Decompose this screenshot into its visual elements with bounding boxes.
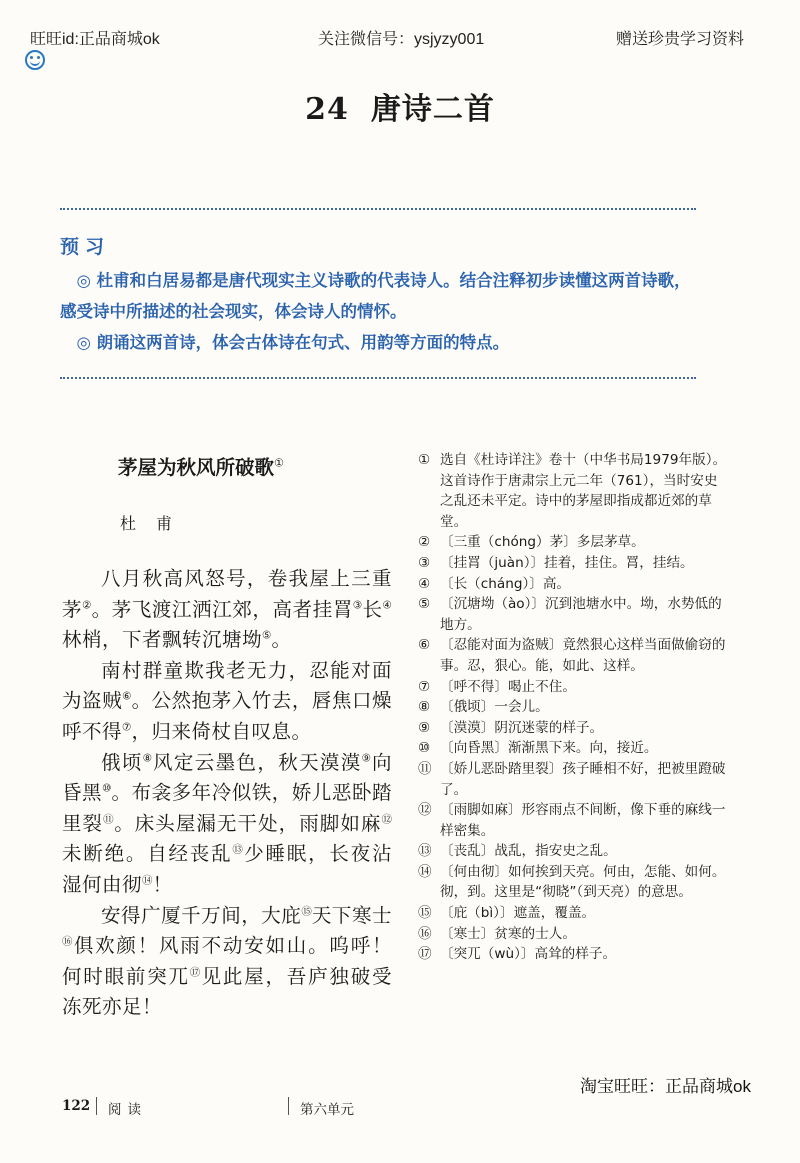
- poem-text: 。公然抱茅入竹去，唇焦口燥呼不得: [62, 689, 392, 743]
- footnote-marker: ⑦: [122, 721, 132, 734]
- footnote-marker: ⑥: [122, 690, 132, 703]
- footnote-text: 〔沉塘坳（ào）〕沉到池塘水中。坳，水势低的地方。: [440, 596, 722, 633]
- poem-text: 风定云墨色，秋天漠漠: [153, 750, 362, 774]
- poem-author: 杜甫: [120, 514, 193, 533]
- footnote: [418, 759, 728, 800]
- footnote-number: ⑫: [418, 802, 432, 819]
- footnote-text: 〔何由彻〕如何挨到天亮。何由，怎能、如何。彻，到。这里是“彻晓”（到天亮）的意思。: [440, 863, 726, 901]
- footnote-text: 选自《杜诗详注》卷十（中华书局1979年版）。这首诗作于唐肃宗上元二年（761），当时安史之乱还未平定。诗中的茅屋即指成都近郊的草堂。: [440, 452, 727, 530]
- footnote-marker: ⑮: [301, 905, 312, 918]
- lesson-number: 24: [305, 92, 349, 127]
- footnote: [418, 532, 728, 553]
- divider-top: [60, 208, 696, 210]
- poem-text: ！: [152, 872, 173, 896]
- lesson-name: 唐诗二首: [370, 92, 495, 127]
- footnote-number: ⑭: [418, 863, 432, 880]
- footnote-text: 〔丧乱〕战乱，指安史之乱。: [440, 843, 617, 860]
- footnote-text: 〔三重（chóng）茅〕多层茅草。: [440, 534, 645, 551]
- poem-text: 天下寒士: [311, 903, 392, 927]
- footnote-marker: ②: [82, 599, 92, 612]
- footnote-number: ⑩: [418, 740, 431, 757]
- footnote-number: ④: [418, 575, 431, 592]
- smiley-icon: [25, 50, 45, 70]
- lesson-title: [0, 84, 800, 128]
- footnote-marker: ④: [382, 599, 392, 612]
- preview-section: [60, 232, 700, 358]
- poem-text: 。布衾多年冷似铁，娇儿恶卧踏里裂: [62, 781, 392, 835]
- footnote-number: ⑮: [418, 905, 432, 922]
- poem-text: ，归来倚杖自叹息。: [131, 719, 312, 743]
- footnote-marker: ③: [352, 599, 363, 612]
- poem-title-text: 茅屋为秋风所破歌: [118, 456, 275, 479]
- footnote-number: ⑬: [418, 843, 432, 860]
- poem-stanza-3: [62, 748, 392, 901]
- footnote-marker: ⑪: [103, 813, 115, 826]
- poem-text: 未断绝。自经丧乱: [62, 842, 233, 866]
- footnote-number: ⑨: [418, 719, 431, 736]
- footnote-marker: ⑬: [232, 843, 245, 856]
- footnotes: [418, 450, 728, 965]
- footnote: [418, 841, 728, 862]
- poem-text: 林梢，下者飘转沉塘坳: [62, 628, 263, 652]
- poem-text: 俱欢颜！风雨不动安如山。呜呼！何时眼前突兀: [62, 934, 392, 988]
- footnote-marker: ⑰: [189, 966, 202, 979]
- footnote-number: ⑯: [418, 925, 432, 942]
- footnote: [418, 924, 728, 945]
- footnote-marker: ⑤: [262, 629, 272, 642]
- footnote-marker: ⑩: [102, 782, 112, 795]
- page-number: 122: [62, 1098, 91, 1114]
- footnote-text: 〔向昏黑〕渐渐黑下来。向，接近。: [440, 740, 658, 757]
- footer-divider: [96, 1097, 97, 1115]
- footnote: [418, 862, 728, 903]
- poem-text: 见此屋，吾庐独破受冻死亦足！: [62, 964, 392, 1019]
- poem-text: 。: [271, 628, 292, 652]
- footnote: [418, 738, 728, 759]
- footnote: [418, 697, 728, 718]
- footnote: [418, 574, 728, 595]
- footnote-number: ⑦: [418, 678, 431, 695]
- footnote: [418, 944, 728, 965]
- poem-text: 长: [362, 597, 383, 621]
- footnote-marker: ⑭: [142, 874, 153, 887]
- footnote-number: ②: [418, 534, 431, 551]
- footnote-text: 〔突兀（wù）〕高耸的样子。: [440, 946, 617, 963]
- footnote-marker: ⑫: [381, 813, 392, 826]
- footer-divider: [288, 1097, 289, 1115]
- footnote: [418, 718, 728, 739]
- footnote-text: 〔长（cháng）〕高。: [440, 575, 571, 592]
- footnote-text: 〔漠漠〕阴沉迷蒙的样子。: [440, 719, 604, 736]
- footnote-text: 〔庇（bì）〕遮盖，覆盖。: [440, 905, 596, 922]
- watermark-right: 赠送珍贵学习资料: [616, 31, 745, 48]
- watermark-middle: 关注微信号：ysjyzy001: [318, 31, 485, 48]
- watermark-left: 旺旺id:正品商城ok: [30, 31, 160, 48]
- poem-title: [118, 452, 284, 480]
- footnote-text: 〔挂罥（juàn）〕挂着，挂住。罥，挂结。: [440, 554, 694, 571]
- footnote-number: ⑥: [418, 637, 431, 654]
- footnote-text: 〔娇儿恶卧踏里裂〕孩子睡相不好，把被里蹬破了。: [440, 760, 726, 798]
- watermark-bottom-right: 淘宝旺旺：正品商城ok: [580, 1077, 751, 1096]
- preview-label: 预习: [60, 236, 111, 258]
- footnote-text: 〔忍能对面为盗贼〕竟然狠心这样当面做偷窃的事。忍，狠心。能，如此、这样。: [440, 637, 726, 674]
- footnote-number: ①: [418, 452, 431, 468]
- footnote: [418, 450, 728, 532]
- footnote-number: ⑧: [418, 699, 431, 716]
- footnote: [418, 677, 728, 698]
- footer-unit: 第六单元: [300, 1102, 354, 1118]
- poem-body: [62, 564, 392, 1023]
- footnote: [418, 800, 728, 841]
- footnote-marker: ⑯: [62, 935, 74, 948]
- poem-stanza-1: [62, 564, 392, 656]
- footnote-number: ③: [418, 554, 431, 571]
- footnote: [418, 553, 728, 574]
- poem-text: 俄顷: [101, 750, 143, 774]
- footnote-number: ⑤: [418, 596, 431, 613]
- divider-bottom: [60, 377, 696, 379]
- poem-stanza-2: [62, 656, 392, 748]
- poem-text: 八月秋高风怒号，卷我屋上三重茅: [62, 567, 392, 621]
- preview-item: ◎ 朗诵这两首诗，体会古体诗在句式、用韵等方面的特点。: [76, 333, 510, 352]
- footnote: [418, 594, 728, 635]
- footnote-text: 〔呼不得〕喝止不住。: [440, 678, 576, 695]
- footnote-marker: ①: [274, 456, 284, 470]
- poem-text: 少睡眠，长夜沾湿何由彻: [62, 842, 392, 896]
- footnote: [418, 903, 728, 924]
- poem-stanza-4: [62, 901, 392, 1023]
- footnote-number: ⑰: [418, 946, 432, 963]
- poem-text: 。茅飞渡江洒江郊，高者挂罥: [91, 597, 353, 621]
- poem-text: 南村群童欺我老无力，忍能对面为盗贼: [62, 658, 392, 713]
- footnote-marker: ⑨: [361, 752, 372, 765]
- poem-text: 向昏黑: [62, 750, 392, 805]
- footnote-number: ⑪: [418, 760, 432, 777]
- poem-text: 安得广厦千万间，大庇: [101, 903, 302, 927]
- preview-item: ◎ 杜甫和白居易都是唐代现实主义诗歌的代表诗人。结合注释初步读懂这两首诗歌，感受诗中所描述的社会现实，体会诗人的情怀。: [60, 271, 691, 321]
- footnote: [418, 635, 728, 676]
- footer-section: 阅读: [108, 1102, 147, 1118]
- footnote-text: 〔寒士〕贫寒的士人。: [440, 925, 576, 942]
- footnote-marker: ⑧: [142, 752, 154, 765]
- footnote-text: 〔俄顷〕一会儿。: [440, 699, 549, 716]
- footnote-text: 〔雨脚如麻〕形容雨点不间断，像下垂的麻线一样密集。: [440, 802, 726, 839]
- poem-text: 。床头屋漏无干处，雨脚如麻: [114, 811, 382, 835]
